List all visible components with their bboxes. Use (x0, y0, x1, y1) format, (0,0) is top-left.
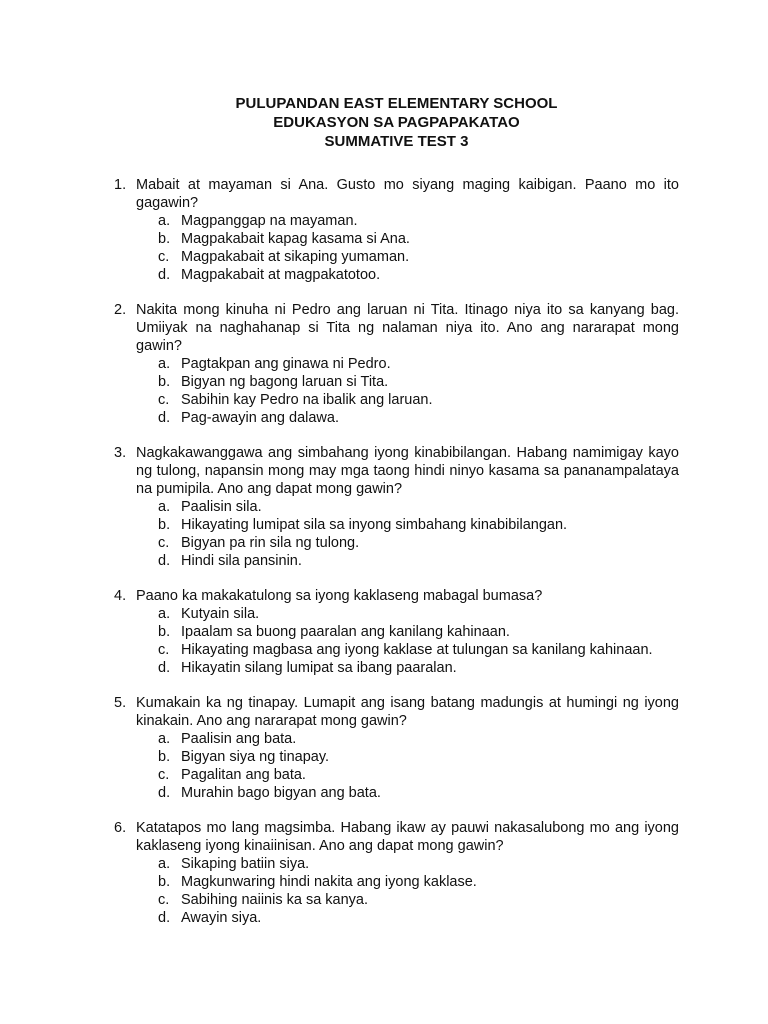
choice-text: Magpakabait at magpakatotoo. (181, 267, 381, 283)
choice-text: Magpanggap na mayaman. (181, 213, 358, 229)
question-number: 1. (114, 177, 127, 193)
choice-item (158, 355, 679, 373)
choice-letter: a. (158, 499, 171, 515)
school-name: PULUPANDAN EAST ELEMENTARY SCHOOL (235, 95, 558, 112)
choice-item (158, 391, 679, 409)
choice-text: Pagtakpan ang ginawa ni Pedro. (181, 356, 391, 372)
choice-item (158, 409, 679, 427)
choice-letter: c. (158, 535, 170, 551)
choice-text: Paalisin sila. (181, 499, 262, 515)
choice-text: Awayin siya. (181, 910, 262, 926)
choice-list (136, 605, 679, 677)
choice-item (158, 855, 679, 873)
choice-letter: a. (158, 856, 171, 872)
choice-item (158, 766, 679, 784)
choice-item (158, 909, 679, 927)
choice-text: Pagalitan ang bata. (181, 767, 306, 783)
question-item (114, 587, 679, 677)
question-text: Nagkakawanggawa ang simbahang iyong kinabibilangan. Habang namimigay kayo ng tulong, napansin mong may mga taong hindi ninyo kasama sa pananampalataya na pumipila. Ano ang dapat mong gawin? (136, 445, 679, 497)
question-list (114, 176, 679, 927)
choice-text: Sikaping batiin siya. (181, 856, 310, 872)
choice-letter: a. (158, 731, 171, 747)
choice-letter: c. (158, 642, 170, 658)
choice-letter: d. (158, 660, 171, 676)
choice-item (158, 534, 679, 552)
choice-text: Bigyan pa rin sila ng tulong. (181, 535, 360, 551)
choice-item (158, 623, 679, 641)
choice-letter: c. (158, 249, 170, 265)
question-text: Nakita mong kinuha ni Pedro ang laruan ni Tita. Itinago niya ito sa kanyang bag. Umiiyak na naghahanap si Tita ng nalaman niya ito. Ano ang nararapat mong gawin? (136, 302, 679, 354)
choice-letter: d. (158, 267, 171, 283)
question-number: 3. (114, 445, 127, 461)
choice-text: Pag-awayin ang dalawa. (181, 410, 339, 426)
choice-list (136, 498, 679, 570)
choice-list (136, 855, 679, 927)
choice-item (158, 552, 679, 570)
choice-text: Hikayating magbasa ang iyong kaklase at tulungan sa kanilang kahinaan. (181, 642, 653, 658)
choice-letter: c. (158, 892, 170, 908)
choice-text: Bigyan ng bagong laruan si Tita. (181, 374, 389, 390)
choice-text: Murahin bago bigyan ang bata. (181, 785, 381, 801)
choice-text: Kutyain sila. (181, 606, 260, 622)
choice-item (158, 230, 679, 248)
subject-title: EDUKASYON SA PAGPAPAKATAO (273, 114, 520, 131)
choice-item (158, 248, 679, 266)
choice-item (158, 212, 679, 230)
question-item (114, 819, 679, 927)
choice-letter: b. (158, 624, 171, 640)
question-item (114, 694, 679, 802)
question-text: Katatapos mo lang magsimba. Habang ikaw ay pauwi nakasalubong mo ang iyong kaklaseng iyong kinaiinisan. Ano ang dapat mong gawin? (136, 820, 679, 854)
choice-item (158, 873, 679, 891)
choice-letter: a. (158, 356, 171, 372)
choice-item (158, 373, 679, 391)
choice-item (158, 784, 679, 802)
choice-text: Hikayating lumipat sila sa inyong simbahang kinabibilangan. (181, 517, 568, 533)
choice-text: Magpakabait kapag kasama si Ana. (181, 231, 410, 247)
question-number: 6. (114, 820, 127, 836)
choice-text: Sabihing naiinis ka sa kanya. (181, 892, 369, 908)
choice-letter: b. (158, 749, 171, 765)
choice-letter: b. (158, 517, 171, 533)
question-number: 4. (114, 588, 127, 604)
choice-letter: d. (158, 553, 171, 569)
question-item (114, 176, 679, 284)
choice-item (158, 891, 679, 909)
choice-list (136, 730, 679, 802)
choice-text: Magpakabait at sikaping yumaman. (181, 249, 410, 265)
choice-text: Bigyan siya ng tinapay. (181, 749, 330, 765)
choice-letter: b. (158, 874, 171, 890)
question-item (114, 444, 679, 570)
choice-text: Sabihin kay Pedro na ibalik ang laruan. (181, 392, 433, 408)
question-number: 5. (114, 695, 127, 711)
choice-letter: d. (158, 410, 171, 426)
question-text: Kumakain ka ng tinapay. Lumapit ang isang batang madungis at humingi ng iyong kinakain. Ano ang nararapat mong gawin? (136, 695, 679, 729)
choice-list (136, 355, 679, 427)
choice-letter: d. (158, 910, 171, 926)
choice-list (136, 212, 679, 284)
choice-letter: d. (158, 785, 171, 801)
choice-letter: b. (158, 374, 171, 390)
choice-letter: a. (158, 213, 171, 229)
question-text: Paano ka makakatulong sa iyong kaklaseng mabagal bumasa? (136, 588, 543, 604)
test-title: SUMMATIVE TEST 3 (324, 133, 469, 150)
choice-text: Hikayatin silang lumipat sa ibang paaralan. (181, 660, 457, 676)
choice-text: Hindi sila pansinin. (181, 553, 302, 569)
choice-text: Paalisin ang bata. (181, 731, 297, 747)
choice-item (158, 659, 679, 677)
choice-item (158, 748, 679, 766)
choice-item (158, 266, 679, 284)
choice-item (158, 641, 679, 659)
choice-item (158, 498, 679, 516)
choice-letter: c. (158, 392, 170, 408)
choice-text: Magkunwaring hindi nakita ang iyong kaklase. (181, 874, 477, 890)
document-header (90, 94, 703, 151)
choice-item (158, 516, 679, 534)
question-number: 2. (114, 302, 127, 318)
choice-item (158, 730, 679, 748)
question-item (114, 301, 679, 427)
choice-item (158, 605, 679, 623)
choice-letter: a. (158, 606, 171, 622)
choice-letter: b. (158, 231, 171, 247)
choice-letter: c. (158, 767, 170, 783)
question-text: Mabait at mayaman si Ana. Gusto mo siyang maging kaibigan. Paano mo ito gagawin? (136, 177, 679, 211)
choice-text: Ipaalam sa buong paaralan ang kanilang kahinaan. (181, 624, 510, 640)
